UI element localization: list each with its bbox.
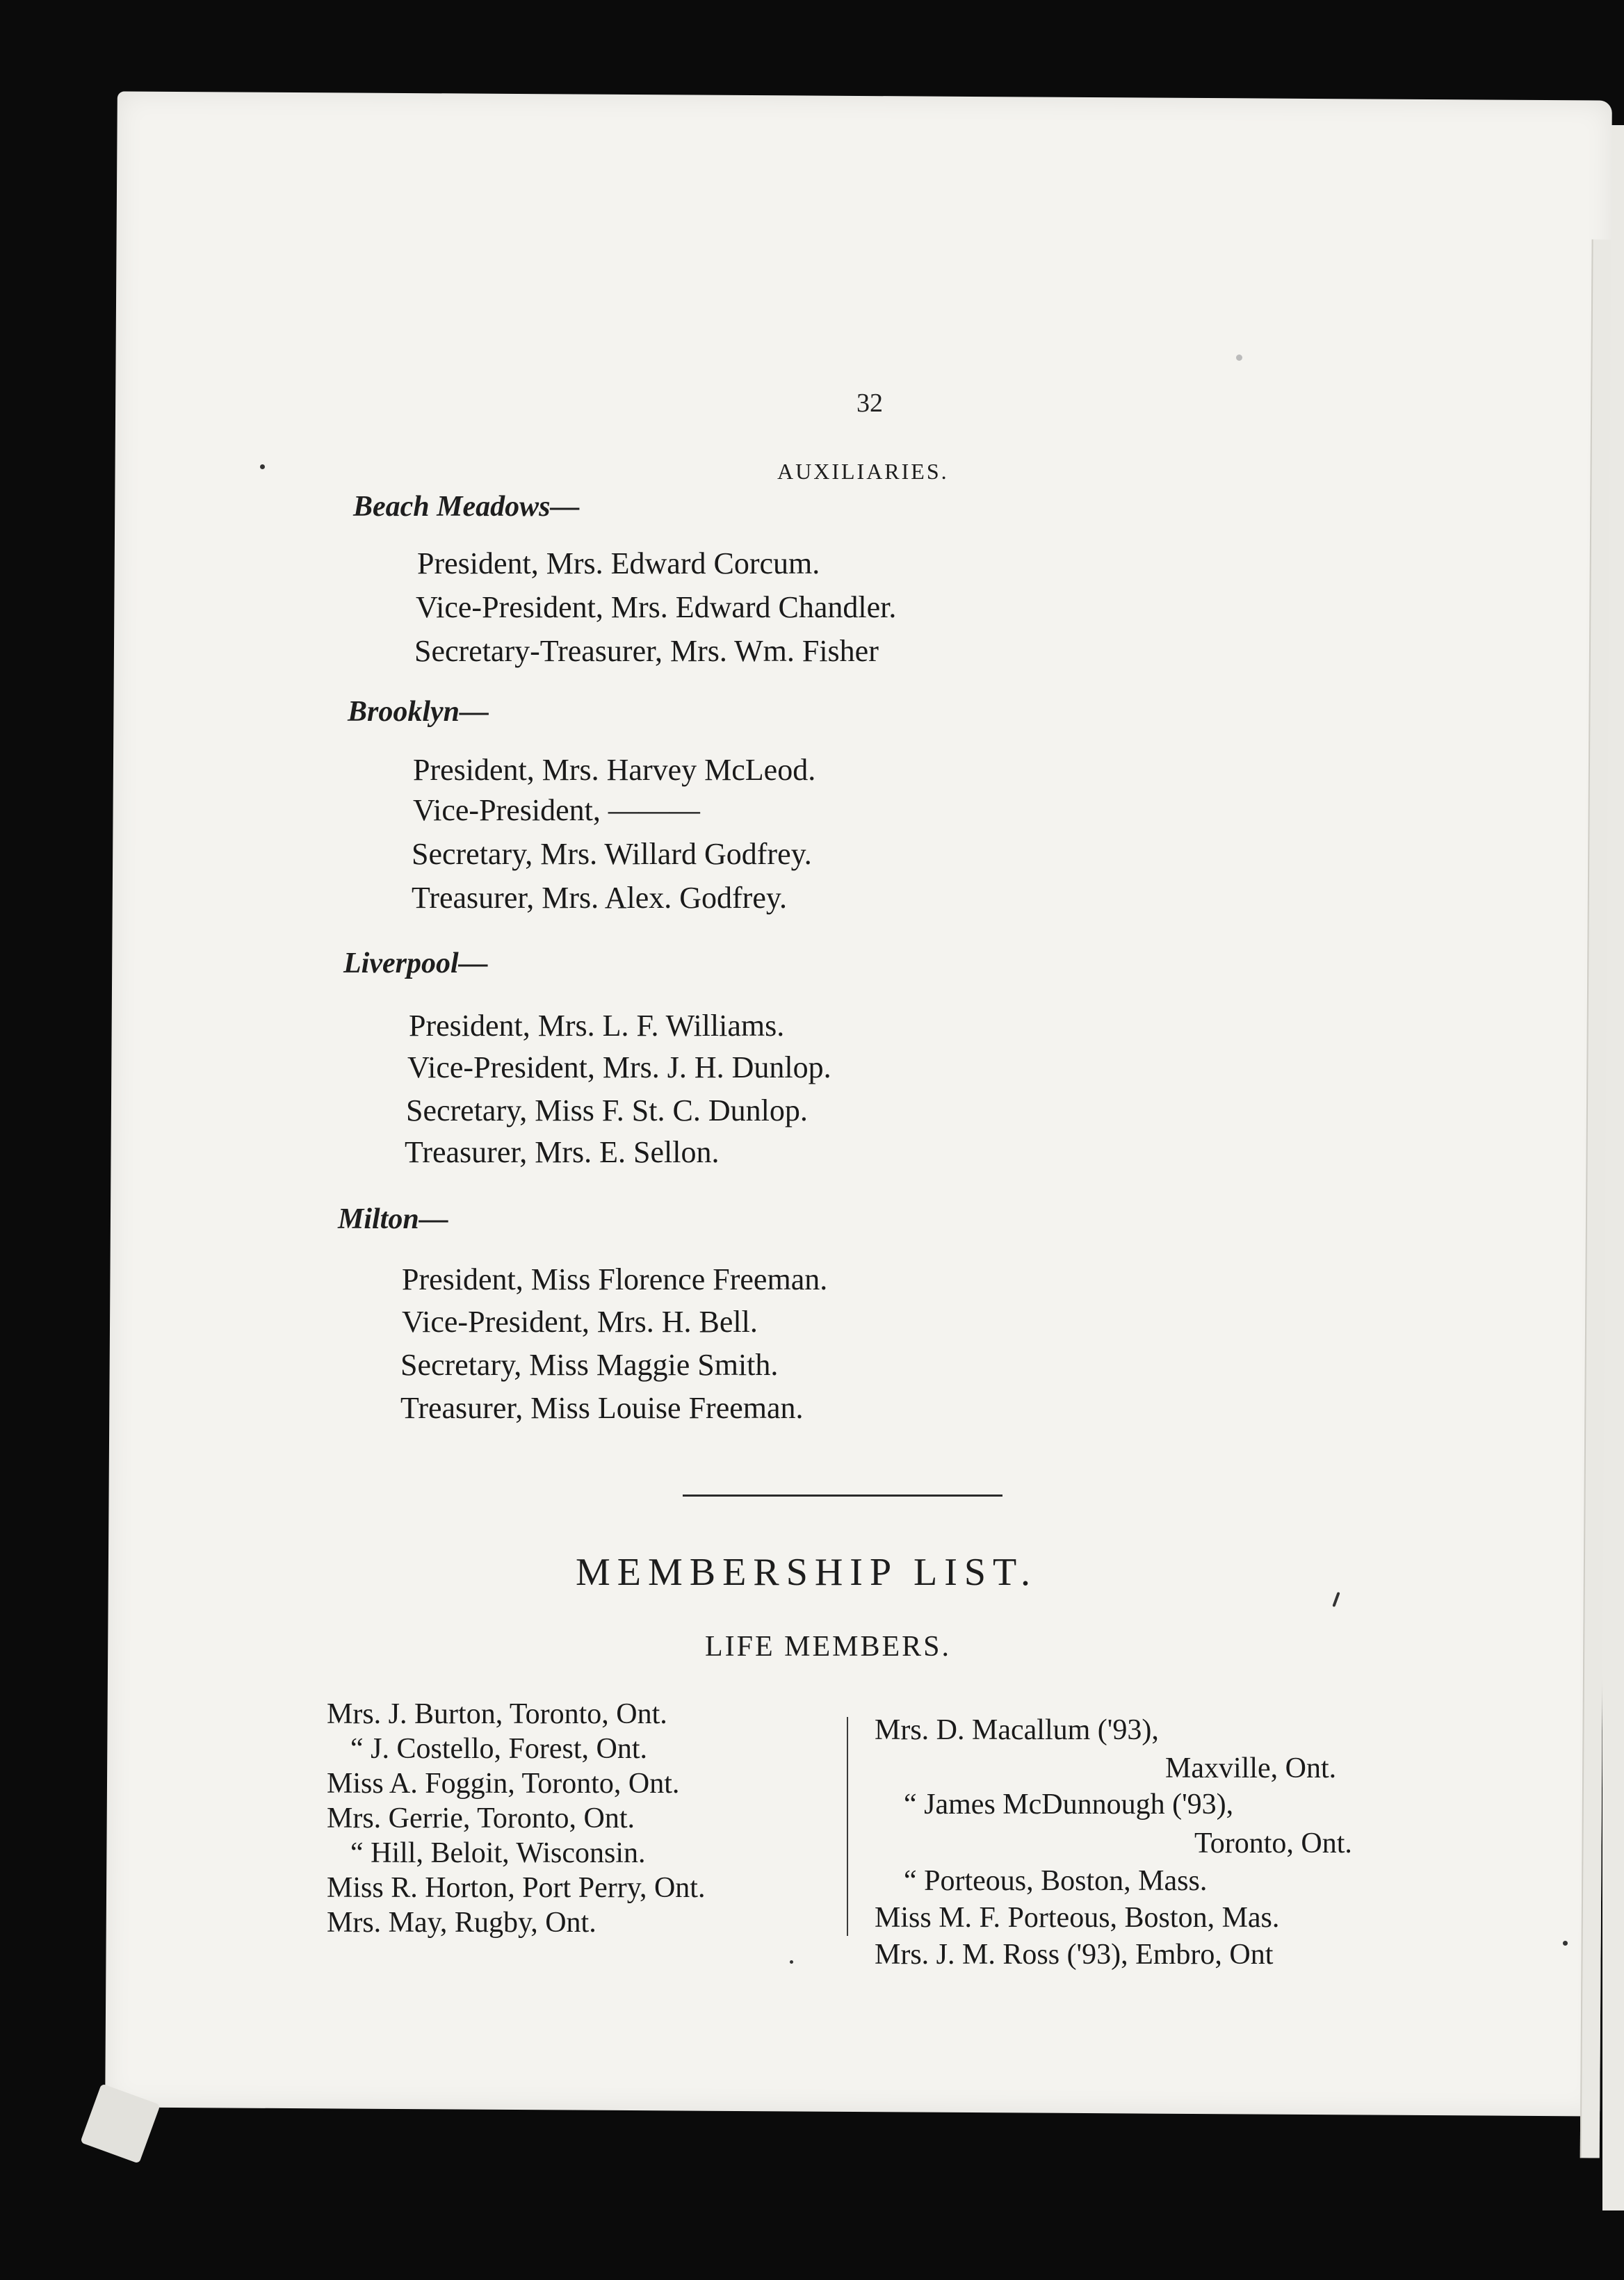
officer-line: Treasurer, Miss Louise Freeman.: [400, 1391, 804, 1425]
auxiliary-name-brooklyn: Brooklyn—: [348, 696, 489, 728]
auxiliary-name-liverpool: Liverpool—: [343, 947, 488, 979]
membership-list-title: MEMBERSHIP LIST.: [576, 1551, 1038, 1594]
officer-line: Secretary, Mrs. Willard Godfrey.: [412, 837, 812, 871]
member-entry: Mrs. J. Burton, Toronto, Ont.: [327, 1698, 667, 1730]
member-entry: “ Hill, Beloit, Wisconsin.: [350, 1837, 646, 1869]
life-members-heading: LIFE MEMBERS.: [705, 1631, 952, 1663]
officer-line: Secretary, Miss Maggie Smith.: [400, 1348, 779, 1382]
member-entry: Mrs. D. Macallum ('93),: [875, 1714, 1159, 1746]
officer-line: President, Miss Florence Freeman.: [402, 1262, 828, 1296]
officer-line: President, Mrs. Harvey McLeod.: [413, 753, 816, 787]
member-entry-continuation: Toronto, Ont.: [1194, 1827, 1352, 1859]
scan-speck: [1236, 355, 1242, 361]
column-divider: [847, 1717, 848, 1936]
scan-speck: [1563, 1941, 1568, 1946]
member-entry: Mrs. J. M. Ross ('93), Embro, Ont: [875, 1939, 1274, 1971]
officer-line: Vice-President, Mrs. H. Bell.: [402, 1305, 758, 1339]
auxiliary-name-milton: Milton—: [338, 1203, 448, 1235]
officer-line: President, Mrs. Edward Corcum.: [417, 546, 820, 580]
member-entry: “ J. Costello, Forest, Ont.: [350, 1733, 647, 1765]
officer-line: Secretary-Treasurer, Mrs. Wm. Fisher: [414, 634, 879, 668]
member-entry: Miss R. Horton, Port Perry, Ont.: [327, 1872, 706, 1904]
officer-line: Treasurer, Mrs. E. Sellon.: [405, 1135, 720, 1169]
member-entry: Miss A. Foggin, Toronto, Ont.: [327, 1768, 680, 1800]
auxiliaries-heading: AUXILIARIES.: [777, 459, 949, 484]
section-divider-rule: [683, 1495, 1002, 1497]
auxiliary-name-beach-meadows: Beach Meadows—: [353, 491, 580, 523]
officer-line: Vice-President, Mrs. J. H. Dunlop.: [407, 1050, 831, 1084]
officer-line: Vice-President, Mrs. Edward Chandler.: [416, 590, 897, 624]
page-number: 32: [856, 389, 883, 418]
officer-line: Treasurer, Mrs. Alex. Godfrey.: [412, 881, 787, 915]
member-entry: Mrs. Gerrie, Toronto, Ont.: [327, 1802, 635, 1834]
scan-speck: [790, 1960, 793, 1964]
officer-line: President, Mrs. L. F. Williams.: [409, 1009, 785, 1043]
member-entry: “ James McDunnough ('93),: [904, 1789, 1234, 1821]
officer-line: Vice-President, ———: [413, 793, 700, 827]
member-entry: Miss M. F. Porteous, Boston, Mas.: [875, 1902, 1280, 1934]
member-entry: “ Porteous, Boston, Mass.: [904, 1865, 1208, 1897]
officer-line: Secretary, Miss F. St. C. Dunlop.: [406, 1093, 808, 1127]
scan-speck: [260, 464, 265, 469]
member-entry-continuation: Maxville, Ont.: [1165, 1752, 1337, 1784]
member-entry: Mrs. May, Rugby, Ont.: [327, 1907, 596, 1939]
